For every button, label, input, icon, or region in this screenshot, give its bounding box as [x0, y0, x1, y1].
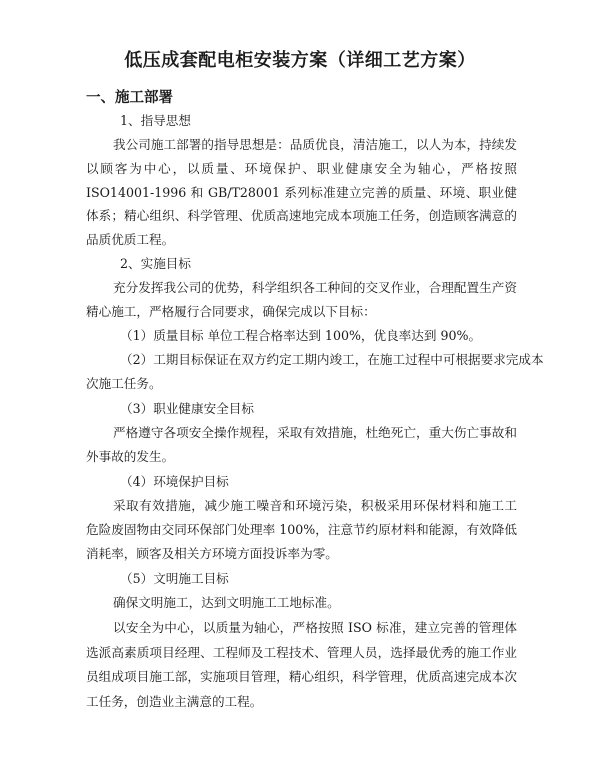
goal-schedule-line: 次施工任务。 — [86, 376, 162, 391]
goal-safety-heading: （3）职业健康安全目标 — [120, 401, 254, 416]
paragraph-line: 体系；精心组织、科学管理、优质高速地完成本项施工任务，创造顾客满意的 — [86, 208, 517, 223]
paragraph-line: 工任务，创造业主满意的工程。 — [86, 694, 263, 709]
section-heading-construction-deployment: 一、施工部署 — [86, 90, 173, 106]
paragraph-line: 严格遵守各项安全操作规程，采取有效措施，杜绝死亡，重大伤亡事故和 — [113, 425, 517, 440]
goal-civilized-construction-heading: （5）文明施工目标 — [120, 571, 229, 586]
subsection-heading-guiding-idea: 1、指导思想 — [120, 113, 191, 128]
paragraph-line: 选派高素质项目经理、工程师及工程技术、管理人员，选择最优秀的施工作业 — [86, 645, 517, 660]
paragraph-line: 品质优质工程。 — [86, 232, 175, 247]
paragraph-line: 消耗率，顾客及相关方环境方面投诉率为零。 — [86, 546, 338, 561]
goal-environment-heading: （4）环境保护目标 — [120, 474, 229, 489]
paragraph-line: 员组成项目施工部，实施项目管理，精心组织，科学管理，优质高速完成本次 — [86, 669, 517, 684]
paragraph-line: ISO14001-1996 和 GB/T28001 系列标准建立完善的质量、环境、职业健 — [86, 185, 517, 200]
paragraph-line: 确保文明施工，达到文明施工工地标准。 — [113, 595, 340, 610]
subsection-heading-implementation-goals: 2、实施目标 — [120, 256, 191, 271]
paragraph-line: 以安全为中心，以质量为轴心，严格按照 ISO 标准，建立完善的管理体 — [113, 620, 517, 635]
paragraph-line: 充分发挥我公司的优势，科学组织各工种间的交叉作业，合理配置生产资 — [113, 280, 517, 295]
goal-quality: （1）质量目标 单位工程合格率达到 100%，优良率达到 90%。 — [120, 328, 482, 343]
paragraph-line: 采取有效措施，减少施工噪音和环境污染，积极采用环保材料和施工工 — [113, 498, 517, 513]
paragraph-line: 危险废固物由交同环保部门处理率 100%，注意节约原材料和能源，有效降低 — [86, 522, 517, 537]
paragraph-line: 我公司施工部署的指导思想是：品质优良，清洁施工，以人为本，持续发 — [113, 137, 517, 152]
paragraph-line: 外事故的发生。 — [86, 449, 175, 464]
paragraph-line: 精心施工，严格履行合同要求，确保完成以下目标： — [86, 304, 376, 319]
paragraph-line: 以顾客为中心，以质量、环境保护、职业健康安全为轴心，严格按照 — [86, 161, 517, 176]
document-title: 低压成套配电柜安装方案（详细工艺方案） — [124, 50, 476, 71]
goal-schedule-line: （2）工期目标保证在双方约定工期内竣工，在施工过程中可根据要求完成本 — [120, 352, 544, 367]
